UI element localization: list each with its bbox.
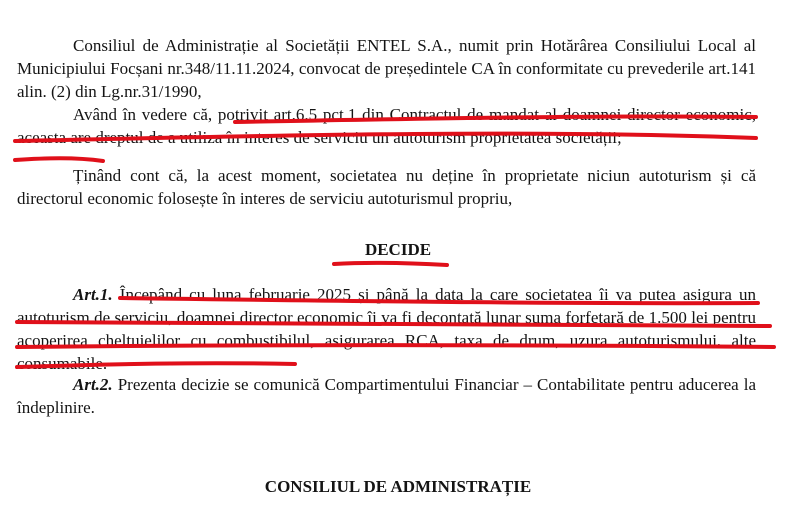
intro-paragraph: Consiliul de Administrație al Societății ENTEL S.A., numit prin Hotărârea Consiliului Local al Municipiului Focșani nr.348/11.11.2024, convocat de președintele CA în conformitate cu prevederile art.141 alin. (2) din Lg.nr.31/1990,: [17, 36, 756, 101]
article-1-label: Art.1.: [73, 285, 113, 304]
article-2: [17, 373, 756, 419]
article-1: [17, 283, 756, 375]
decide-heading: DECIDE: [364, 240, 432, 259]
underline-whereas-line-3: [15, 158, 103, 161]
whereas-paragraph-2: Ținând cont că, la acest moment, societatea nu deține în proprietate niciun autoturism și că directorul economic folosește în interes de serviciu autoturismul propriu,: [17, 166, 756, 208]
article-1-text: Începând cu luna februarie 2025 și până la data la care societatea îi va putea asigura un autoturism de serviciu, doamnei director economic îi va fi decontată lunar suma forfetară de 1.500 lei pentru acoperirea cheltuielilor cu combustibilul, asigurarea RCA, taxa de drum, uzura autoturismului, alte consumabile.: [17, 285, 757, 373]
article-2-text: Prezenta decizie se comunică Compartimentului Financiar – Contabilitate pentru aducerea la îndeplinire.: [17, 375, 756, 417]
underline-decide: [334, 263, 447, 265]
whereas-paragraph-1: Având în vedere că, potrivit art.6.5 pct.1 din Contractul de mandat al doamnei director economic, aceasta are dreptul de a utiliza în interes de serviciu un autoturism proprietatea societății;: [17, 105, 756, 147]
article-2-label: Art.2.: [73, 375, 113, 394]
signature-heading: CONSILIUL DE ADMINISTRAȚIE: [264, 477, 532, 496]
